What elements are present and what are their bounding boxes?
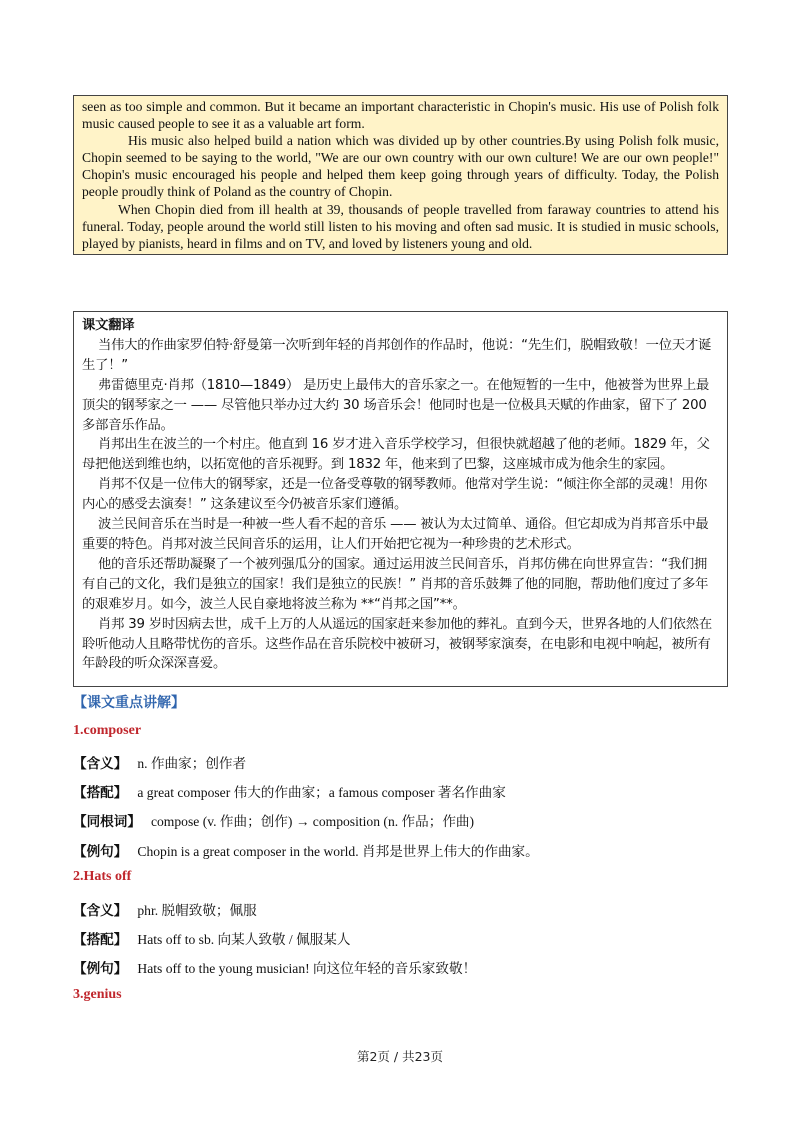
translation-paragraph-4: 肖邦不仅是一位伟大的钢琴家，还是一位备受尊敬的钢琴教师。他常对学生说：“倾注你全部的灵魂！用你内心的感受去演奏！” 这条建议至今仍被音乐家们遵循。: [82, 477, 708, 513]
row-text: Hats off to the young musician! 向这位年轻的音乐家致敬！: [137, 961, 477, 976]
row-text: a great composer 伟大的作曲家；a famous composer 著名作曲家: [137, 785, 506, 800]
translation-heading: 课文翻译: [82, 318, 135, 333]
word-title-composer: 1.composer: [73, 723, 142, 738]
row-tag: 【搭配】: [73, 932, 128, 948]
row-tag: 【搭配】: [73, 785, 128, 801]
word-title-genius: 3.genius: [73, 987, 122, 1002]
row-tag: 【同根词】: [73, 814, 141, 830]
row-text: Hats off to sb. 向某人致敬 / 佩服某人: [137, 932, 351, 947]
row-tag: 【例句】: [73, 961, 128, 977]
translation-paragraph-6: 他的音乐还帮助凝聚了一个被列强瓜分的国家。通过运用波兰民间音乐，肖邦仿佛在向世界宣告：“我们拥有自己的文化，我们是独立的国家！我们是独立的民族！” 肖邦的音乐鼓舞了他的同胞，帮助他们度过了多年的艰难岁月。如今，波兰人民自豪地将波兰称为 **“肖邦之国”**。: [82, 556, 709, 612]
row-text: phr. 脱帽致敬；佩服: [137, 903, 257, 918]
composer-meaning-row: [73, 752, 246, 772]
hats-off-example-row: [73, 957, 476, 977]
english-paragraph-1: seen as too simple and common. But it became an important characteristic in Chopin's music. His use of Polish folk music caused people to see it as a valuable art form.: [82, 99, 719, 132]
key-points-title: 【课文重点讲解】: [73, 695, 185, 711]
composer-collocation-row: [73, 781, 506, 801]
composer-example-row: [73, 840, 539, 860]
row-tag: 【含义】: [73, 756, 128, 772]
translation-paragraph-7: 肖邦 39 岁时因病去世，成千上万的人从遥远的国家赶来参加他的葬礼。直到今天，世界各地的人们依然在聆听他动人且略带忧伤的音乐。这些作品在音乐院校中被研习，被钢琴家演奏，在电影和电视中响起，被所有年龄段的听众深深喜爱。: [82, 616, 712, 672]
hats-off-collocation-row: [73, 928, 350, 948]
page-footer: 第2页 / 共23页: [356, 1049, 444, 1064]
english-paragraph-2: His music also helped build a nation which was divided up by other countries.By using Polish folk music, Chopin seemed to be saying to the world, "We are our own country with our own culture! We are our own people!" Chopin's music encouraged his people and helped them keep going through years of difficulty. Today, the Polish people proudly think of Poland as the country of Chopin.: [82, 133, 719, 200]
composer-cognate-row: [73, 810, 474, 830]
row-text: Chopin is a great composer in the world. 肖邦是世界上伟大的作曲家。: [137, 844, 539, 859]
row-tag: 【例句】: [73, 844, 128, 860]
english-paragraph-3: When Chopin died from ill health at 39, thousands of people travelled from faraway countries to attend his funeral. Today, people around the world still listen to his moving and often sad music. It is studied in music schools, played by pianists, heard in films and on TV, and loved by listeners young and old.: [82, 201, 719, 251]
row-tag: 【含义】: [73, 903, 128, 919]
translation-paragraph-1: 当伟大的作曲家罗伯特·舒曼第一次听到年轻的肖邦创作的作品时，他说：“先生们，脱帽致敬！一位天才诞生了！”: [82, 337, 712, 373]
english-passage-box: [73, 95, 728, 255]
translation-paragraph-2: 弗雷德里克·肖邦（1810—1849） 是历史上最伟大的音乐家之一。在他短暂的一生中，他被誉为世界上最顶尖的钢琴家之一 —— 尽管他只举办过大约 30 场音乐会！他同时也是一位极具天赋的作曲家，留下了 200 多部音乐作品。: [82, 377, 710, 433]
row-text: compose (v. 作曲；创作) → composition (n. 作品；作曲): [150, 814, 475, 829]
translation-box: [73, 311, 728, 687]
translation-paragraph-3: 肖邦出生在波兰的一个村庄。他直到 16 岁才进入音乐学校学习，但很快就超越了他的老师。1829 年，父母把他送到维也纳，以拓宽他的音乐视野。到 1832 年，他来到了巴黎，这座城市成为他余生的家园。: [82, 437, 710, 473]
translation-paragraph-5: 波兰民间音乐在当时是一种被一些人看不起的音乐 —— 被认为太过简单、通俗。但它却成为肖邦音乐中最重要的特色。肖邦对波兰民间音乐的运用，让人们开始把它视为一种珍贵的艺术形式。: [82, 517, 709, 552]
hats-off-meaning-row: [73, 899, 257, 919]
word-title-hats-off: 2.Hats off: [73, 869, 132, 884]
row-text: n. 作曲家；创作者: [137, 756, 247, 771]
